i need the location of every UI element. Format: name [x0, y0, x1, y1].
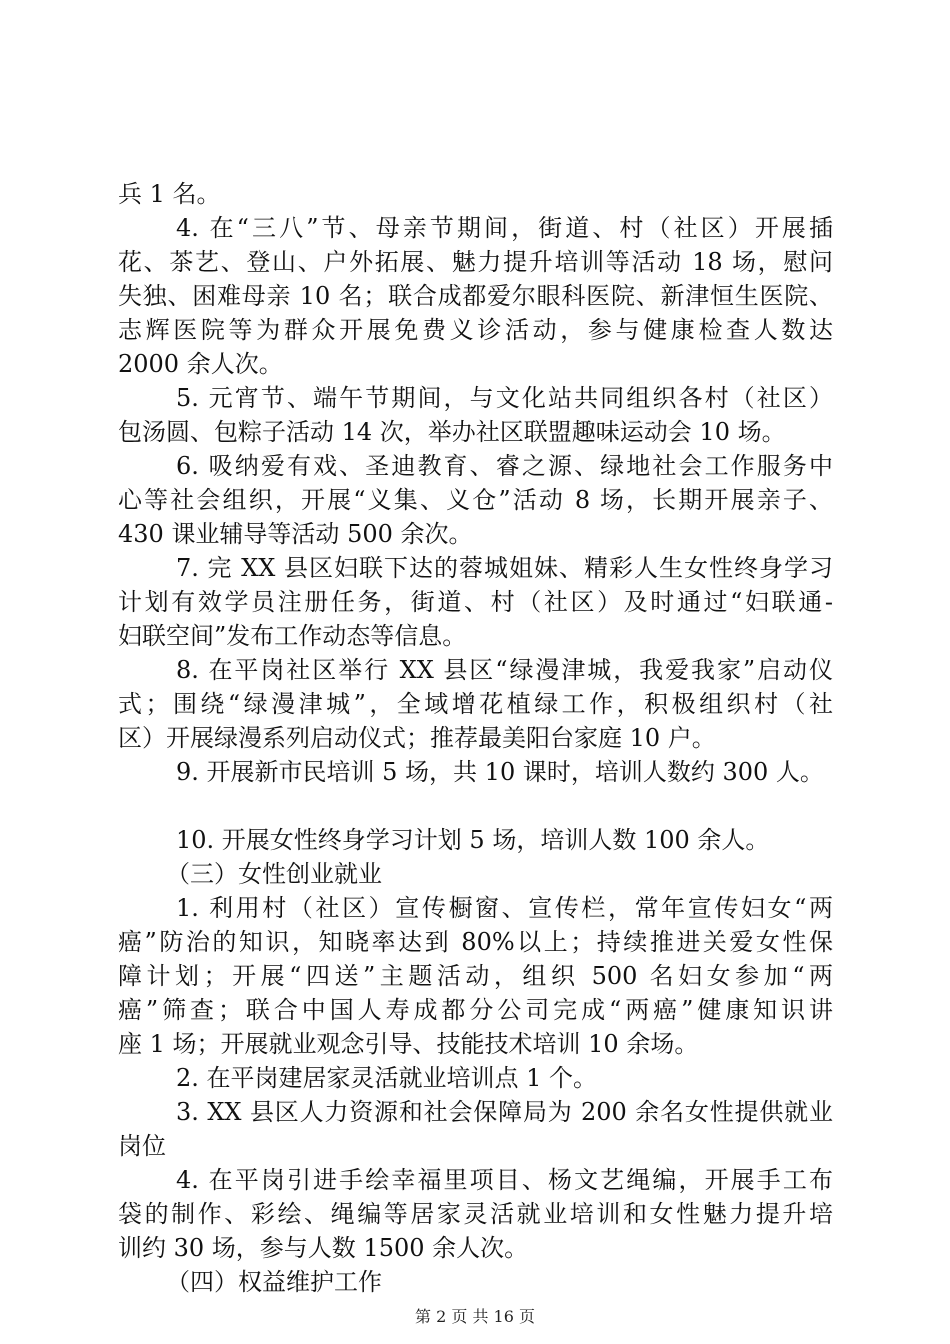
text-line: 1. 利用村（社区）宣传橱窗、宣传栏，常年宣传妇女“两: [176, 894, 833, 922]
text-line: 2. 在平岗建居家灵活就业培训点 1 个。: [176, 1064, 598, 1092]
text-line: 6. 吸纳爱有戏、圣迪教育、睿之源、绿地社会工作服务中: [176, 452, 833, 480]
text-line: 包汤圆、包粽子活动 14 次，举办社区联盟趣味运动会 10 场。: [118, 418, 786, 446]
section-heading: （四）权益维护工作: [166, 1268, 382, 1296]
text-line: 花、茶艺、登山、户外拓展、魅力提升培训等活动 18 场，慰问: [118, 248, 833, 276]
text-line: 7. 完 XX 县区妇联下达的蓉城姐妹、精彩人生女性终身学习: [176, 554, 833, 582]
text-line: 志辉医院等为群众开展免费义诊活动，参与健康检查人数达: [118, 316, 833, 344]
text-line: 座 1 场；开展就业观念引导、技能技术培训 10 余场。: [118, 1030, 699, 1058]
text-line: 10. 开展女性终身学习计划 5 场，培训人数 100 余人。: [176, 826, 770, 854]
text-line: 计划有效学员注册任务，街道、村（社区）及时通过“妇联通-: [118, 588, 833, 616]
text-line: 癌”筛查；联合中国人寿成都分公司完成“两癌”健康知识讲: [118, 996, 833, 1024]
text-line: 区）开展绿漫系列启动仪式；推荐最美阳台家庭 10 户。: [118, 724, 716, 752]
text-line: 失独、困难母亲 10 名；联合成都爱尔眼科医院、新津恒生医院、: [118, 282, 833, 310]
text-line: 430 课业辅导等活动 500 余次。: [118, 520, 473, 548]
text-line: 训约 30 场，参与人数 1500 余人次。: [118, 1234, 529, 1262]
text-line: 3. XX 县区人力资源和社会保障局为 200 余名女性提供就业: [176, 1098, 833, 1126]
text-line: 岗位: [118, 1132, 166, 1160]
text-line: 癌”防治的知识，知晓率达到 80%以上；持续推进关爱女性保: [118, 928, 833, 956]
text-line: 妇联空间”发布工作动态等信息。: [118, 622, 467, 650]
text-line: 2000 余人次。: [118, 350, 283, 378]
text-line: 8. 在平岗社区举行 XX 县区“绿漫津城，我爱我家”启动仪: [176, 656, 833, 684]
page-footer: 第 2 页 共 16 页: [415, 1307, 535, 1326]
text-line: 袋的制作、彩绘、绳编等居家灵活就业培训和女性魅力提升培: [118, 1200, 833, 1228]
text-line: 式；围绕“绿漫津城”，全域增花植绿工作，积极组织村（社: [118, 690, 833, 718]
text-line: 9. 开展新市民培训 5 场，共 10 课时，培训人数约 300 人。: [176, 758, 824, 786]
text-line: 兵 1 名。: [118, 180, 221, 208]
text-line: 心等社会组织，开展“义集、义仓”活动 8 场，长期开展亲子、: [118, 486, 833, 514]
text-line: 4. 在“三八”节、母亲节期间，街道、村（社区）开展插: [176, 214, 833, 242]
text-line: 5. 元宵节、端午节期间，与文化站共同组织各村（社区）: [176, 384, 833, 412]
text-line: 4. 在平岗引进手绘幸福里项目、杨文艺绳编，开展手工布: [176, 1166, 833, 1194]
section-heading: （三）女性创业就业: [166, 860, 382, 888]
text-line: 障计划；开展“四送”主题活动，组织 500 名妇女参加“两: [118, 962, 833, 990]
